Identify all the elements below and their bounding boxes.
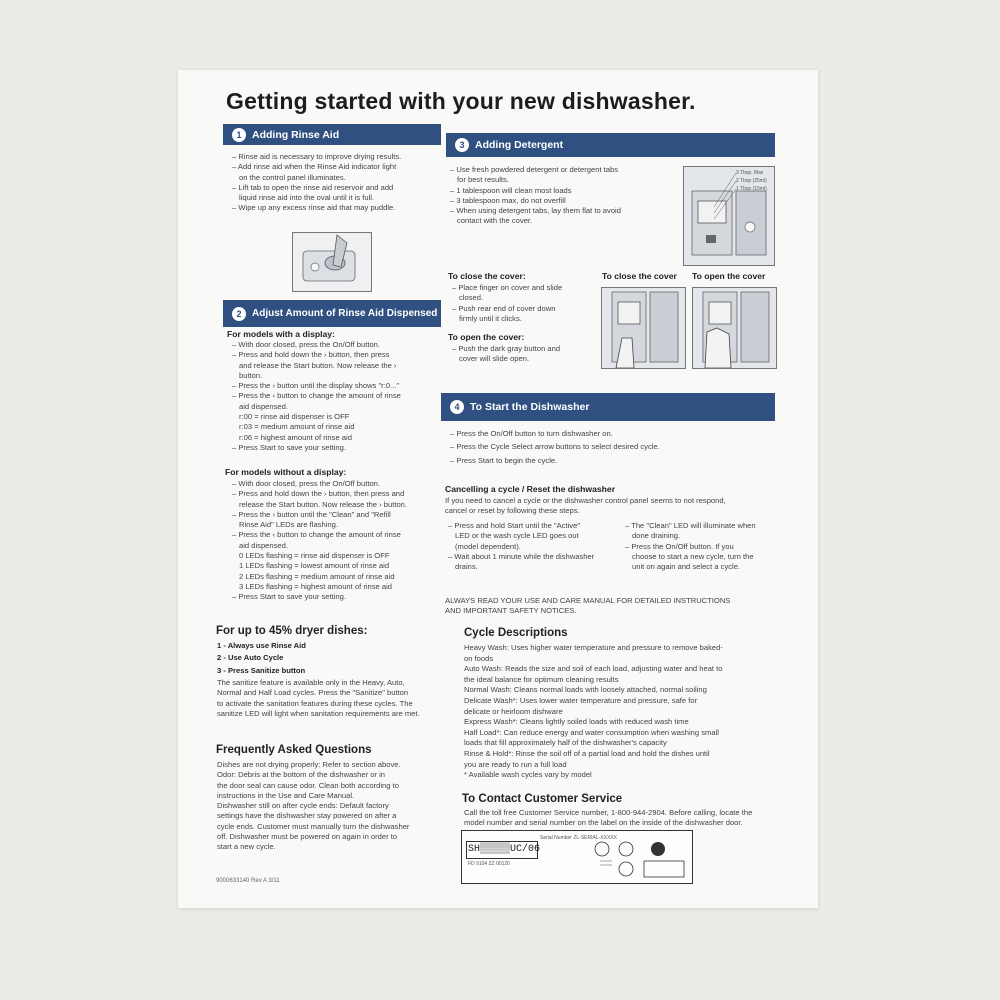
list-item: – Press and hold down the › button, then press and <box>232 489 405 499</box>
section-header-start-dishwasher <box>441 393 775 421</box>
list-item: – Press and hold down the › button, then press <box>232 350 390 360</box>
list-item: – Place finger on cover and slide <box>452 283 563 292</box>
section-number: 1 <box>232 128 246 142</box>
list-item: – 3 tablespoon max, do not overfill <box>450 195 566 205</box>
list-item: release the Start button. Now release the › button. <box>239 499 408 509</box>
list-item: – When using detergent tabs, lay them flat to avoid <box>450 206 621 216</box>
section-number: 2 <box>232 307 246 321</box>
paragraph-line: Normal and Half Load cycles. Press the "Sanitize" button <box>217 688 409 698</box>
contact-heading: To Contact Customer Service <box>462 793 623 805</box>
section-header-adding-detergent <box>446 133 775 157</box>
list-item: – 1 tablespoon will clean most loads <box>450 185 572 195</box>
list-item: r:03 = medium amount of rinse aid <box>239 422 355 432</box>
list-item: aid dispensed. <box>239 401 288 411</box>
diagram-label: 2 Tbsp (25ml) <box>736 178 767 184</box>
section-header-rinse-aid <box>223 124 441 145</box>
cycle-line: Express Wash*: Cleans lightly soiled loads with reduced wash time <box>464 717 689 727</box>
dryer-dishes-heading: For up to 45% dryer dishes: <box>216 625 368 637</box>
section-header-adjust-rinse-aid <box>223 300 441 327</box>
cancel-steps-left <box>448 521 618 572</box>
instruction-sheet <box>178 70 818 908</box>
close-cover-caption: To close the cover <box>602 271 677 281</box>
list-item: choose to start a new cycle, turn the <box>632 551 754 561</box>
list-item: – Wait about 1 minute while the dishwasher <box>448 551 595 561</box>
cancel-intro <box>445 496 780 517</box>
list-item: – Wipe up any excess rinse aid that may puddle. <box>232 203 396 213</box>
cycle-line: Auto Wash: Reads the size and soil of each load, adjusting water and heat to <box>464 664 723 674</box>
paragraph-line: to activate the sanitation features during these cycles. The <box>217 698 413 708</box>
contact-line: Call the toll free Customer Service number, 1-800-944-2904. Before calling, locate the <box>464 808 753 817</box>
cancel-intro-line: If you need to cancel a cycle or the dishwasher control panel seems to not respond, <box>445 496 726 505</box>
diagram-label: 1 Tbsp (15ml) <box>736 186 767 192</box>
close-cover-hand-icon <box>602 288 685 368</box>
rating-label-illustration <box>461 830 693 884</box>
notice-line: AND IMPORTANT SAFETY NOTICES. <box>445 606 577 616</box>
faq-line: Dishes are not drying properly: Refer to section above. <box>217 760 401 769</box>
cycle-line: Rinse & Hold*: Rinse the soil off of a partial load and hold the dishes until <box>464 748 710 758</box>
faq-list <box>217 760 457 853</box>
list-item: – Press and hold Start until the "Active" <box>448 521 581 530</box>
document-number: 9000633140 Rev A 3/11 <box>216 878 280 884</box>
diagram-label: 3 Tbsp. Max <box>736 170 764 176</box>
list-item: r:00 = rinse aid dispenser is OFF <box>239 412 350 422</box>
list-item: – The "Clean" LED will illuminate when <box>625 521 756 530</box>
notice-line: ALWAYS READ YOUR USE AND CARE MANUAL FOR DETAILED INSTRUCTIONS <box>445 596 731 605</box>
open-cover-hand-icon <box>693 288 776 368</box>
sanitize-paragraph <box>217 678 457 719</box>
dryer-step: 3 - Press Sanitize button <box>217 665 306 675</box>
list-item: LED or the wash cycle LED goes out <box>455 531 579 541</box>
rinse-aid-illustration <box>292 232 372 292</box>
dryer-steps <box>217 641 447 676</box>
detergent-dispenser-illustration <box>683 166 775 266</box>
section-number: 3 <box>455 138 469 152</box>
list-item: cover will slide open. <box>459 354 530 364</box>
cycle-line: on foods <box>464 653 494 663</box>
cycle-line: Heavy Wash: Uses higher water temperature and pressure to remove baked- <box>464 643 723 652</box>
section-number: 4 <box>450 400 464 414</box>
cycle-line: Delicate Wash*: Uses lower water temperature and pressure, safe for <box>464 695 698 705</box>
with-display-heading: For models with a display: <box>227 329 335 339</box>
without-display-list <box>232 479 446 603</box>
cancel-intro-line: cancel or reset by following these steps. <box>445 506 580 516</box>
faq-line: instructions in the Use and Care Manual. <box>217 790 355 800</box>
rinse-aid-diagram-icon <box>293 233 371 291</box>
faq-line: the door seal can cause odor. Clean both according to <box>217 780 399 790</box>
faq-line: off. Dishwasher must be powered on again in order to <box>217 832 398 842</box>
list-item: and release the Start button. Now release the › <box>239 360 397 370</box>
list-item: liquid rinse aid into the oval until it is full. <box>239 193 375 203</box>
list-item: – Use fresh powdered detergent or detergent tabs <box>450 165 619 174</box>
list-item: 3 LEDs flashing = highest amount of rinse aid <box>239 581 393 591</box>
list-item: – Add rinse aid when the Rinse Aid indicator light <box>232 162 397 172</box>
list-item: aid dispensed. <box>239 540 288 550</box>
list-item: – Press the On/Off button. If you <box>625 541 734 551</box>
list-item: button. <box>239 370 263 380</box>
list-item: r:06 = highest amount of rinse aid <box>239 432 352 442</box>
faq-line: cycle ends. Customer must manually turn the dishwasher <box>217 821 410 831</box>
with-display-list <box>232 340 444 453</box>
list-item: – Lift tab to open the rinse aid reservoir and add <box>232 182 394 192</box>
list-item: firmly until it clicks. <box>459 313 522 323</box>
faq-heading: Frequently Asked Questions <box>216 744 372 756</box>
cycle-line: * Available wash cycles vary by model <box>464 770 592 780</box>
paragraph-line: sanitize LED will light when sanitation requirements are met. <box>217 708 420 718</box>
list-item: – With door closed, press the On/Off button. <box>232 479 381 488</box>
list-item: 0 LEDs flashing = rinse aid dispenser is OFF <box>239 551 390 561</box>
open-cover-illustration <box>692 287 777 369</box>
detergent-list <box>450 165 680 227</box>
cycle-line: you are ready to run a full load <box>464 759 567 769</box>
list-item: unit on again and select a cycle. <box>632 562 741 572</box>
list-item: 1 LEDs flashing = lowest amount of rinse aid <box>239 561 390 571</box>
cycle-line: Half Load*: Can reduce energy and water consumption when washing small <box>464 727 719 737</box>
list-item: – Push the dark gray button and <box>452 344 561 353</box>
list-item: drains. <box>455 562 478 572</box>
list-item: – Press Start to save your setting. <box>232 592 346 602</box>
close-cover-list <box>452 283 602 324</box>
list-item: done draining. <box>632 531 681 541</box>
list-item: – Press Start to begin the cycle. <box>450 455 558 465</box>
list-item: contact with the cover. <box>457 216 533 226</box>
list-item: – With door closed, press the On/Off button. <box>232 340 381 349</box>
list-item: – Press the › button until the display shows "r:0..." <box>232 381 400 391</box>
paragraph-line: The sanitize feature is available only in the Heavy, Auto, <box>217 678 405 687</box>
label-fd-line: FD 9104 ZZ 00120 <box>468 861 510 867</box>
list-item: – Press the ‹ button to change the amount of rinse <box>232 391 401 401</box>
open-cover-heading: To open the cover: <box>448 332 525 342</box>
list-item: – Press the ‹ button to change the amount of rinse <box>232 530 401 540</box>
cycle-line: the ideal balance for optimum cleaning results <box>464 674 619 684</box>
cancel-steps-right <box>625 521 785 572</box>
label-serial-line: Serial Number ZL-SERIAL-XXXXX <box>540 835 617 841</box>
model-number: SH▒▒▒▒▒UC/06 <box>468 844 541 855</box>
section-title: Adding Detergent <box>475 139 564 151</box>
section-title: To Start the Dishwasher <box>470 401 590 413</box>
list-item: closed. <box>459 293 484 303</box>
start-list <box>450 429 770 466</box>
faq-line: Dishwasher still on after cycle ends: Default factory <box>217 801 389 811</box>
section-title: Adding Rinse Aid <box>252 128 340 141</box>
certification-marks-icon <box>592 837 688 879</box>
open-cover-list <box>452 344 602 365</box>
list-item: (model dependent). <box>455 541 521 551</box>
close-cover-illustration <box>601 287 686 369</box>
without-display-heading: For models without a display: <box>225 467 347 477</box>
cycle-line: Normal Wash: Cleans normal loads with loosely attached, normal soiling <box>464 685 707 695</box>
list-item: – Press the › button until the "Clean" and "Refill <box>232 509 391 519</box>
list-item: – Press the Cycle Select arrow buttons to select desired cycle. <box>450 442 660 452</box>
list-item: – Push rear end of cover down <box>452 303 556 313</box>
safety-notice <box>445 596 785 617</box>
cycle-line: loads that fill approximately half of the dishwasher's capacity <box>464 738 667 748</box>
list-item: Rinse Aid" LEDs are flashing. <box>239 520 338 530</box>
rinse-aid-list <box>232 152 448 214</box>
contact-line: model number and serial number on the label on the inside of the dishwasher door. <box>464 818 743 828</box>
cancel-heading: Cancelling a cycle / Reset the dishwasher <box>445 484 616 494</box>
contact-text <box>464 808 794 829</box>
cycle-line: delicate or heirloom dishware <box>464 706 563 716</box>
dryer-step: 2 - Use Auto Cycle <box>217 653 284 663</box>
cycle-list <box>464 643 794 781</box>
close-cover-heading: To close the cover: <box>448 271 526 281</box>
page-title: Getting started with your new dishwasher. <box>226 88 696 114</box>
list-item: – Press the On/Off button to turn dishwasher on. <box>450 429 613 438</box>
list-item: 2 LEDs flashing = medium amount of rinse aid <box>239 571 395 581</box>
dryer-step: 1 - Always use Rinse Aid <box>217 641 306 650</box>
faq-line: Odor: Debris at the bottom of the dishwasher or in <box>217 770 385 780</box>
faq-line: settings have the dishwasher stay powered on after a <box>217 811 397 821</box>
list-item: – Rinse aid is necessary to improve drying results. <box>232 152 402 161</box>
list-item: on the control panel illuminates. <box>239 172 346 182</box>
open-cover-caption: To open the cover <box>692 271 766 281</box>
faq-line: start a new cycle. <box>217 842 276 852</box>
cycle-descriptions-heading: Cycle Descriptions <box>464 627 568 639</box>
list-item: for best results. <box>457 175 509 185</box>
section-title: Adjust Amount of Rinse Aid Dispensed <box>252 308 438 319</box>
list-item: – Press Start to save your setting. <box>232 442 346 452</box>
